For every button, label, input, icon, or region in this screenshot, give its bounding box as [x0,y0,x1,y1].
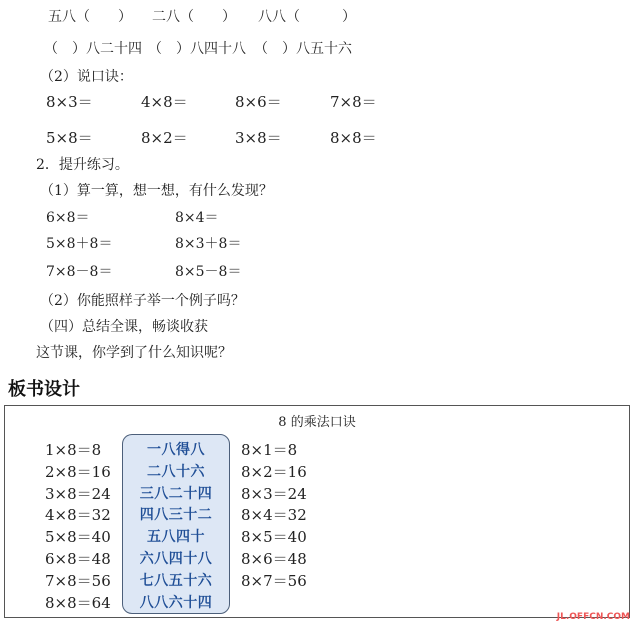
math-expr: 8×2＝ [141,129,188,147]
equation: 2×8＝16 [45,462,111,481]
equation: 8×7＝56 [241,571,307,590]
board-design-box [4,405,630,618]
left-column [45,440,111,614]
rhyme: 二八十六 [147,463,205,480]
math-expr: 8×3＝ [46,93,93,111]
blank-item: 八八（ ） [258,9,356,25]
equation: 1×8＝8 [45,441,102,459]
math-expr: 8×5－8＝ [175,264,242,280]
section-label: （2）说口诀： [40,69,133,85]
math-expr: 6×8＝ [46,210,90,226]
question: （2）你能照样子举一个例子吗？ [40,293,245,309]
rhyme-box [122,434,230,614]
rhyme: 七八五十六 [139,572,213,589]
question: （1）算一算，想一想，有什么发现？ [40,183,273,199]
equation: 8×5＝40 [241,528,307,547]
question: 这节课，你学到了什么知识呢？ [36,345,232,361]
blank-item: 二八（ ） [152,9,236,25]
equation: 3×8＝24 [45,484,111,503]
math-expr: 7×8＝ [330,93,377,111]
equation: 8×6＝48 [241,549,307,568]
equation: 7×8＝56 [45,571,111,590]
rhyme: 一八得八 [147,442,205,458]
equation: 5×8＝40 [45,528,111,547]
math-expr: 5×8＋8＝ [46,236,113,252]
equation: 4×8＝32 [45,506,111,525]
equation: 8×1＝8 [241,441,298,459]
equation: 6×8＝48 [45,549,111,568]
rhyme: 六八四十八 [139,550,213,567]
math-expr: 8×8＝ [330,129,377,147]
rhyme: 五八四十 [147,529,205,546]
math-expr: 8×3＋8＝ [175,236,242,252]
math-expr: 5×8＝ [46,129,93,147]
math-expr: 8×4＝ [175,210,219,226]
watermark: JL.OFFCN.COM [556,612,630,622]
blank-item: （ ）八二十四 [44,41,142,57]
math-expr: 8×6＝ [235,93,282,111]
math-expr: 7×8－8＝ [46,264,113,280]
rhyme: 八八六十四 [139,594,213,611]
blank-item: （ ）八五十六 [254,41,352,57]
math-expr: 3×8＝ [235,129,282,147]
equation: 8×8＝64 [45,593,111,612]
math-expr: 4×8＝ [141,93,188,111]
equation: 8×3＝24 [241,484,307,503]
section-title: 2．提升练习。 [36,157,129,173]
rhyme: 三八二十四 [139,485,213,502]
equation: 8×4＝32 [241,506,307,525]
blank-item: 五八（ ） [48,9,132,25]
right-column [241,440,307,593]
board-heading: 板书设计 [8,379,80,400]
section-title: （四）总结全课，畅谈收获 [40,319,208,335]
rhyme: 四八三十二 [139,507,213,524]
board-title: 8 的乘法口诀 [278,415,356,430]
blank-item: （ ）八四十八 [148,41,246,57]
equation: 8×2＝16 [241,462,307,481]
